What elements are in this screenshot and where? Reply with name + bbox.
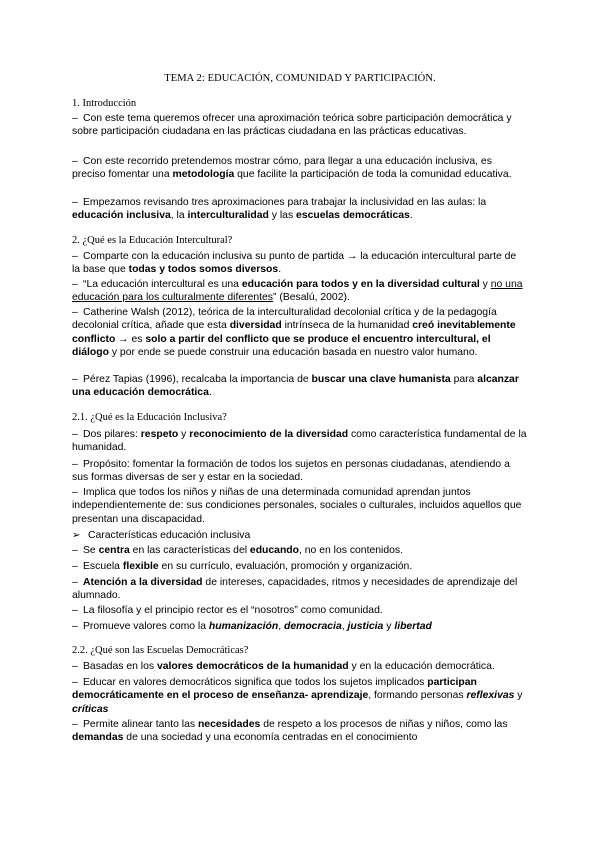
text: de intereses, capacidades, ritmos y necesidades de aprendizaje del alumnado. xyxy=(72,577,518,602)
dash-marker: – xyxy=(72,374,78,385)
dash-marker: – xyxy=(72,677,78,688)
paragraph xyxy=(72,155,527,182)
text: Educar en valores democráticos significa que todos los sujetos implicados xyxy=(83,677,428,688)
text: Catherine Walsh (2012), teórica de la interculturalidad decolonial crítica y de la pedagogía decolonial crítica, añade que esta xyxy=(72,307,497,332)
text: de una sociedad y una economía centradas en el conocimiento xyxy=(123,732,418,744)
section-heading: 2.2. ¿Qué son las Escuelas Democráticas? xyxy=(72,645,249,656)
text: Comparte con la educación inclusiva su punto de partida → la educación intercultural parte de la base que xyxy=(72,251,517,276)
text: Propósito: fomentar la formación de todos los sujetos en personas ciudadanas, atendiendo a sus formas diversas de ser y estar en la sociedad. xyxy=(72,459,510,484)
paragraph xyxy=(72,676,527,716)
bold-text: alcanzar una educación democrática xyxy=(72,374,519,399)
paragraph xyxy=(72,306,527,360)
dash-marker: – xyxy=(72,561,78,572)
bold-text: flexible xyxy=(122,561,159,572)
bold-text: interculturalidad xyxy=(187,210,269,222)
list-item xyxy=(72,560,527,573)
text: y por ende se puede construir una educación basada en nuestro valor humano. xyxy=(108,347,478,359)
bold-text: todas y todos somos diversos xyxy=(128,264,279,276)
paragraph xyxy=(72,112,527,139)
list-item xyxy=(72,620,527,633)
bold-text: reconocimiento de la diversidad xyxy=(189,429,349,440)
paragraph xyxy=(72,196,527,223)
bold-text: educando xyxy=(249,545,299,556)
bold-text: participan democráticamente en el proceso de enseñanza- aprendizaje xyxy=(72,677,477,702)
text: . xyxy=(278,264,282,276)
text: Pérez Tapias (1996), recalcaba la importancia de xyxy=(83,374,312,385)
dash-marker: – xyxy=(72,279,78,290)
bold-italic-text: reflexivas xyxy=(466,690,515,702)
dash-marker: – xyxy=(72,197,78,208)
underlined-text: no una educación para los culturalmente diferentes xyxy=(72,279,523,304)
dash-marker: – xyxy=(72,661,78,672)
paragraph xyxy=(72,660,527,673)
bold-text: necesidades xyxy=(197,719,261,730)
text: y xyxy=(178,429,190,440)
bold-text: creó inevitablemente conflicto xyxy=(72,320,516,345)
dash-marker: – xyxy=(72,113,78,124)
bold-text: centra xyxy=(98,545,130,556)
text: como característica fundamental de la humanidad. xyxy=(72,429,527,454)
text: , la xyxy=(170,210,188,222)
text: y xyxy=(514,690,523,702)
paragraph xyxy=(72,278,527,305)
text: y xyxy=(479,279,491,290)
bold-italic-text: democracia xyxy=(283,621,342,632)
bold-text: diversidad xyxy=(229,320,282,332)
text: Empezamos revisando tres aproximaciones para trabajar la inclusividad en las aulas: la xyxy=(83,197,487,208)
bold-text: buscar una clave humanista xyxy=(311,374,451,385)
bold-text: escuelas democráticas xyxy=(296,210,410,222)
text: . xyxy=(409,210,413,222)
text: en las características del xyxy=(129,545,250,556)
list-item xyxy=(72,604,527,617)
text: de respeto a los procesos de niñas y niños, como las xyxy=(260,719,508,730)
text: La filosofía y el principio rector es el “nosotros” como comunidad. xyxy=(83,605,383,616)
dash-marker: – xyxy=(72,156,78,167)
paragraph xyxy=(72,458,527,485)
subheading-text: Características educación inclusiva xyxy=(88,530,251,541)
dash-marker: – xyxy=(72,459,78,470)
text: , xyxy=(278,621,284,632)
list-item xyxy=(72,544,527,557)
text: “La educación intercultural es una xyxy=(83,279,242,290)
paragraph-text: Con este tema queremos ofrecer una aproximación teórica sobre participación democrática y sobre participación ciudadana en las prácticas ciudadana en las prácticas educativas. xyxy=(72,113,512,138)
subheading xyxy=(72,529,527,542)
bold-italic-text: justicia xyxy=(347,621,384,632)
bold-italic-text: humanización xyxy=(208,621,279,632)
text: Basadas en los xyxy=(83,661,157,672)
text: y las xyxy=(268,210,297,222)
text: en su currículo, evaluación, promoción y organización. xyxy=(158,561,413,572)
document-title: TEMA 2: EDUCACIÓN, COMUNIDAD Y PARTICIPACIÓN. xyxy=(164,73,436,84)
text: . xyxy=(208,387,212,399)
bold-text: demandas xyxy=(72,732,124,744)
section-educacion-inclusiva xyxy=(72,412,527,423)
dash-marker: – xyxy=(72,605,78,616)
bold-text: respeto xyxy=(140,429,179,440)
paragraph xyxy=(72,486,527,526)
bold-italic-text: críticas xyxy=(72,703,109,715)
dash-marker: – xyxy=(72,307,78,318)
section-introduccion xyxy=(72,98,527,109)
text: , xyxy=(341,621,348,632)
text: ” (Besalú, 2002). xyxy=(273,292,350,304)
text: Permite alinear tanto las xyxy=(83,719,198,730)
bold-text: solo a partir del conflicto que se produce el encuentro intercultural, el diálogo xyxy=(72,333,491,359)
section-intercultural xyxy=(72,235,527,246)
text: Dos pilares: xyxy=(83,429,141,440)
text: , formando personas xyxy=(368,690,467,702)
section-heading: 2.1. ¿Qué es la Educación Inclusiva? xyxy=(72,412,227,423)
bold-italic-text: libertad xyxy=(394,621,432,632)
text: Promueve valores como la xyxy=(83,621,209,632)
bold-text: valores democráticos de la humanidad xyxy=(156,661,349,672)
text: intrínseca de la humanidad xyxy=(281,320,413,332)
dash-marker: – xyxy=(72,429,78,440)
text: y en la educación democrática. xyxy=(348,661,495,672)
arrow-bullet-icon: ➢ xyxy=(72,530,81,541)
bold-text: educación para todos y en la diversidad cultural xyxy=(241,279,480,290)
dash-marker: – xyxy=(72,251,78,262)
paragraph xyxy=(72,718,527,745)
text: Se xyxy=(83,545,99,556)
bold-text: Atención a la diversidad xyxy=(83,577,203,588)
dash-marker: – xyxy=(72,719,78,730)
paragraph xyxy=(72,250,527,277)
text: Implica que todos los niños y niñas de una determinada comunidad aprendan juntos independientemente de: sus condiciones personales, sociales o culturales, incluidos aquellos que presentan una discapacidad. xyxy=(72,487,522,525)
paragraph xyxy=(72,373,527,400)
dash-marker: – xyxy=(72,621,78,632)
text: , no en los contenidos. xyxy=(299,545,403,556)
dash-marker: – xyxy=(72,487,78,498)
text: para xyxy=(450,374,478,385)
paragraph xyxy=(72,428,527,455)
bold-text: metodología xyxy=(172,169,235,181)
text: Escuela xyxy=(83,561,123,572)
list-item xyxy=(72,576,527,603)
section-heading: 2. ¿Qué es la Educación Intercultural? xyxy=(72,235,233,246)
bold-text: educación inclusiva xyxy=(72,210,171,222)
text: y xyxy=(383,621,395,632)
text: Con este recorrido pretendemos mostrar cómo, para llegar a una educación inclusiva, es preciso fomentar una xyxy=(72,156,492,181)
section-heading: 1. Introducción xyxy=(72,98,137,109)
dash-marker: – xyxy=(72,545,78,556)
dash-marker: – xyxy=(72,577,78,588)
text: → es xyxy=(115,333,146,345)
section-escuelas-democraticas xyxy=(72,645,527,656)
text: que facilite la participación de toda la comunidad educativa. xyxy=(234,169,512,181)
